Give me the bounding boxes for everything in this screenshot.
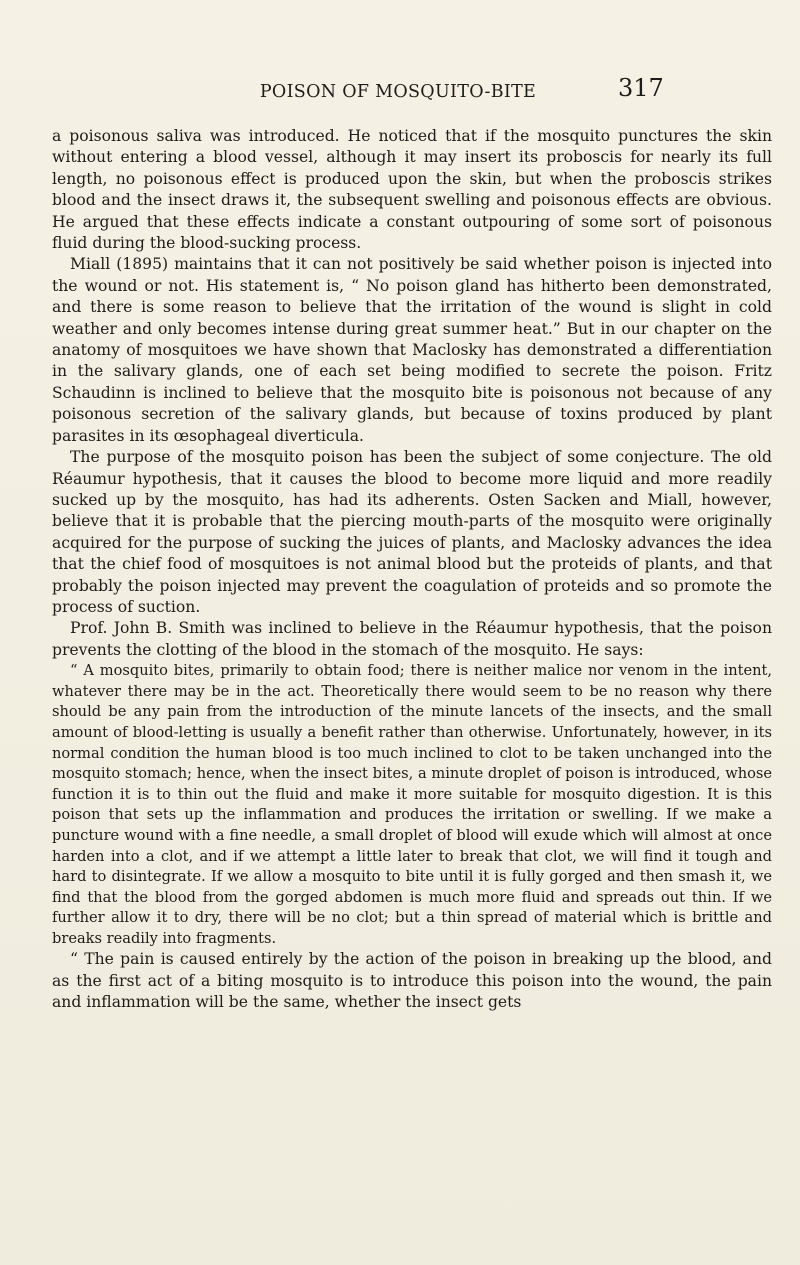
quoted-paragraph: “ A mosquito bites, primarily to obtain food; there is neither malice nor venom in the intent, whatever there may be in the act. Theoretically there would seem to be no reason why there should be any pain from the introduction of the minute lancets of the insects, and the small amount of blood-letting is usually a benefit rather than otherwise. Unfortunately, however, in its normal condition the human blood is too much inclined to clot to be taken unchanged into the mosquito stomach; hence, when the insect bites, a minute droplet of poison is introduced, whose function it is to thin out the fluid and make it more suitable for mosquito digestion. It is this poison that sets up the inflammation and produces the irritation or swelling. If we make a puncture wound with a fine needle, a small droplet of blood will exude which will almost at once harden into a clot, and if we attempt a little later to break that clot, we will find it tough and hard to disintegrate. If we allow a mosquito to bite until it is fully gorged and then smash it, we find that the blood from the gorged abdomen is much more fluid and spreads out thin. If we further allow it to dry, there will be no clot; but a thin spread of material which is brittle and breaks readily into fragments. [52,662,772,947]
paragraph: Miall (1895) maintains that it can not positively be said whether poison is injected into the wound or not. His statement is, “ No poison gland has hitherto been demonstrated, and there is some reason to believe that the irritation of the wound is slight in cold weather and only becomes intense during great summer heat.” But in our chapter on the anatomy of mosquitoes we have shown that Maclosky has demonstrated a differentiation in the salivary glands, one of each set being modified to secrete the poison. Fritz Schaudinn is inclined to believe that the mosquito bite is poisonous not because of any poisonous secretion of the salivary glands, but because of toxins produced by plant parasites in its œsophageal diverticula. [52,255,772,445]
paragraph: The purpose of the mosquito poison has been the subject of some conjecture. The old Réaumur hypothesis, that it causes the blood to become more liquid and more readily sucked up by the mosquito, has had its adherents. Osten Sacken and Miall, however, believe that it is probable that the piercing mouth-parts of the mosquito were originally acquired for the purpose of sucking the juices of plants, and Maclosky advances the idea that the chief food of mosquitoes is not animal blood but the proteids of plants, and that probably the poison injected may prevent the coagulation of proteids and so promote the process of suction. [52,448,772,616]
page-number: 317 [618,74,664,102]
running-head: POISON OF MOSQUITO-BITE [259,82,537,102]
paragraph: “ The pain is caused entirely by the action of the poison in breaking up the blood, and as the first act of a biting mosquito is to introduce this poison into the wound, the pain and inflammation will be the same, whether the insect gets [52,950,772,1012]
paragraph: Prof. John B. Smith was inclined to believe in the Réaumur hypothesis, that the poison prevents the clotting of the blood in the stomach of the mosquito. He says: [52,619,772,659]
body-text [52,126,772,1014]
paragraph: a poisonous saliva was introduced. He noticed that if the mosquito punctures the skin without entering a blood vessel, although it may insert its proboscis for nearly its full length, no poisonous effect is produced upon the skin, but when the proboscis strikes blood and the insect draws it, the subsequent swelling and poisonous effects are obvious. He argued that these effects indicate a constant outpouring of some sort of poisonous fluid during the blood-sucking process. [52,127,772,253]
